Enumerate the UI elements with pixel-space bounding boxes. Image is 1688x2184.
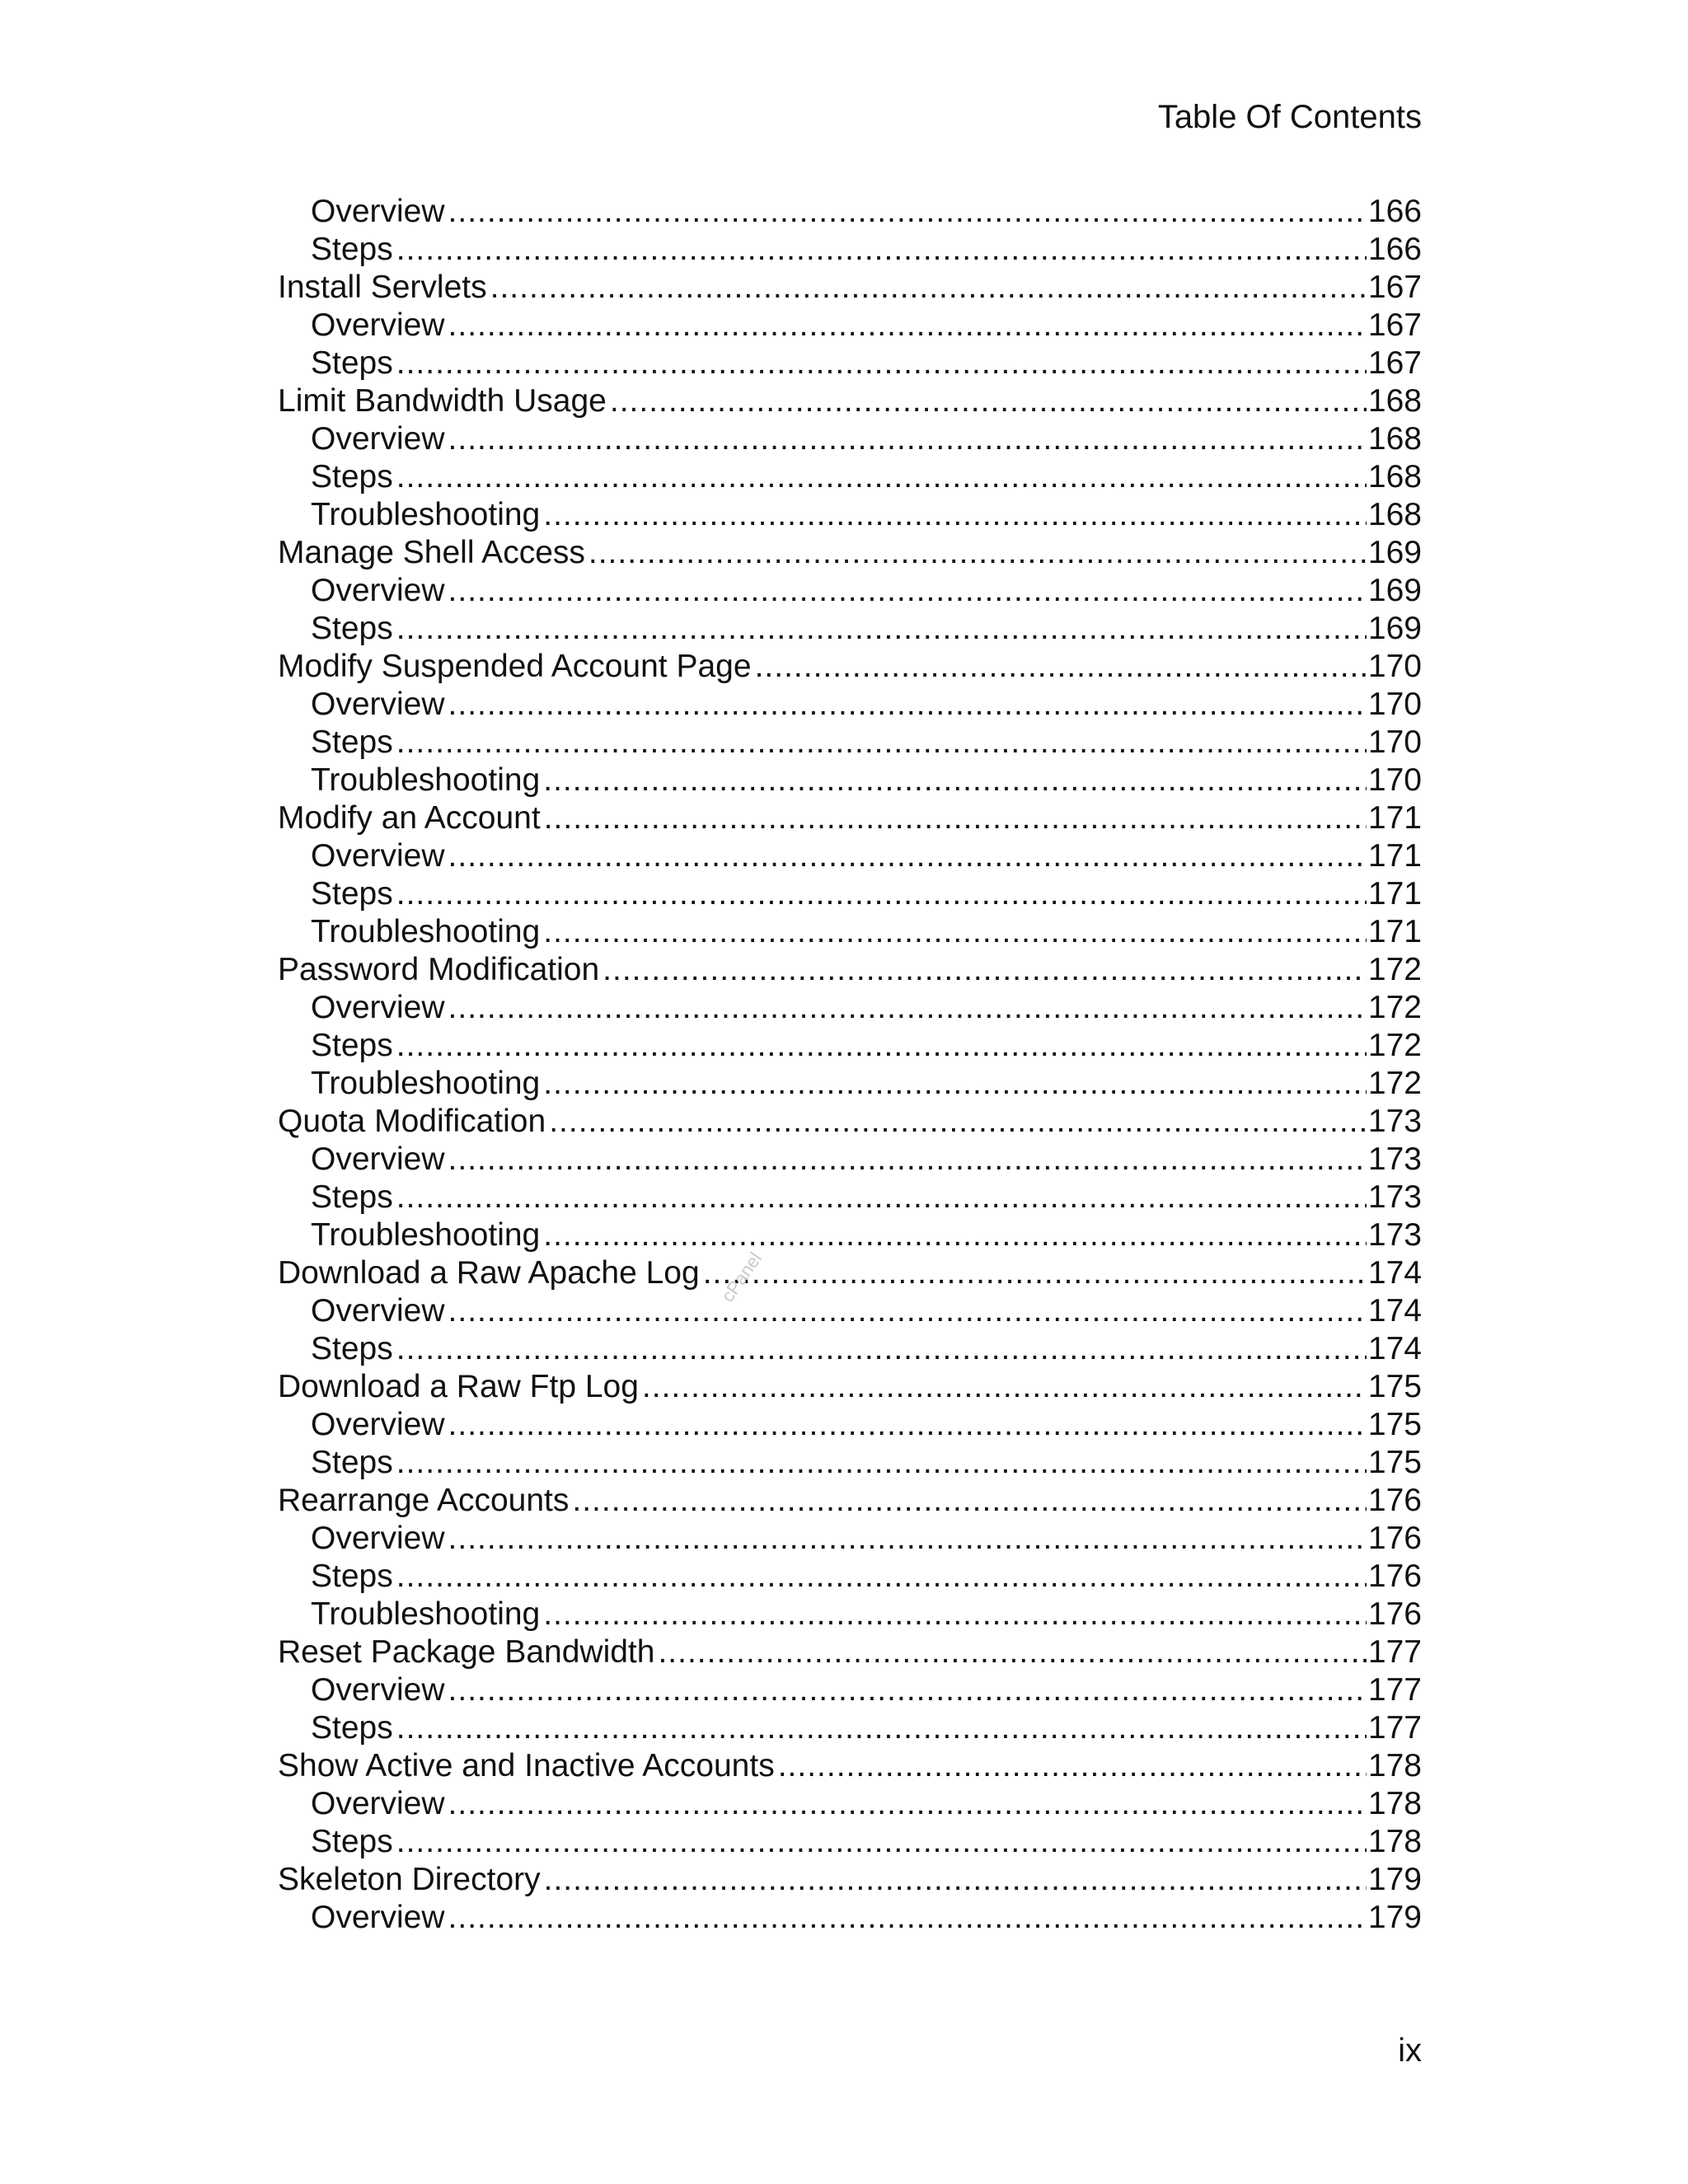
- toc-entry-label: Steps: [311, 1179, 393, 1215]
- toc-entry-label: Reset Package Bandwidth: [278, 1634, 655, 1670]
- toc-entry-label: Troubleshooting: [311, 1217, 541, 1253]
- toc-entry-page: 172: [1367, 952, 1422, 987]
- toc-entry[interactable]: [278, 1709, 1422, 1747]
- toc-entry-label: Overview: [311, 1521, 445, 1556]
- toc-entry-page: 177: [1367, 1634, 1422, 1670]
- toc-entry-page: 167: [1367, 345, 1422, 381]
- toc-entry-label: Overview: [311, 1672, 445, 1708]
- toc-entry-page: 170: [1367, 762, 1422, 798]
- toc-entry-label: Overview: [311, 1407, 445, 1442]
- toc-dot-leader: [448, 989, 1367, 1027]
- toc-entry-page: 179: [1367, 1900, 1422, 1935]
- toc-entry[interactable]: [278, 686, 1422, 724]
- toc-entry-label: Overview: [311, 687, 445, 722]
- toc-entry-label: Steps: [311, 876, 393, 912]
- toc-entry[interactable]: [278, 762, 1422, 799]
- toc-entry-label: Download a Raw Ftp Log: [278, 1369, 639, 1404]
- toc-entry[interactable]: [278, 1747, 1422, 1785]
- toc-entry[interactable]: [278, 344, 1422, 382]
- toc-entry[interactable]: [278, 1141, 1422, 1179]
- toc-entry-label: Install Servlets: [278, 269, 487, 305]
- toc-entry[interactable]: [278, 1633, 1422, 1671]
- toc-entry-page: 176: [1367, 1483, 1422, 1518]
- toc-entry-page: 176: [1367, 1558, 1422, 1594]
- toc-dot-leader: [642, 1368, 1367, 1406]
- toc-entry-label: Steps: [311, 1331, 393, 1366]
- toc-dot-leader: [543, 913, 1367, 951]
- toc-entry-label: Overview: [311, 307, 445, 343]
- toc-entry-label: Steps: [311, 232, 393, 267]
- toc-entry-page: 168: [1367, 497, 1422, 532]
- toc-entry-page: 171: [1367, 876, 1422, 912]
- toc-entry[interactable]: [278, 648, 1422, 686]
- toc-entry-page: 172: [1367, 1066, 1422, 1101]
- toc-entry-label: Troubleshooting: [311, 762, 541, 798]
- toc-entry[interactable]: [278, 572, 1422, 610]
- toc-entry-page: 172: [1367, 1028, 1422, 1063]
- toc-entry[interactable]: [278, 496, 1422, 534]
- toc-entry-label: Show Active and Inactive Accounts: [278, 1748, 775, 1783]
- toc-entry-label: Limit Bandwidth Usage: [278, 383, 607, 419]
- toc-entry-page: 171: [1367, 914, 1422, 949]
- toc-entry[interactable]: [278, 1406, 1422, 1444]
- toc-dot-leader: [448, 193, 1367, 231]
- toc-entry[interactable]: [278, 1368, 1422, 1406]
- toc-dot-leader: [396, 610, 1367, 648]
- toc-dot-leader: [610, 382, 1367, 420]
- toc-entry-page: 173: [1367, 1104, 1422, 1139]
- toc-entry-page: 177: [1367, 1672, 1422, 1708]
- toc-entry[interactable]: [278, 269, 1422, 307]
- toc-dot-leader: [396, 875, 1367, 913]
- toc-entry-label: Modify Suspended Account Page: [278, 649, 752, 684]
- toc-entry-label: Password Modification: [278, 952, 600, 987]
- toc-entry-label: Manage Shell Access: [278, 535, 585, 570]
- toc-entry[interactable]: [278, 1444, 1422, 1482]
- toc-entry-page: 176: [1367, 1596, 1422, 1632]
- toc-entry-page: 174: [1367, 1331, 1422, 1366]
- toc-entry-page: 172: [1367, 990, 1422, 1025]
- toc-entry[interactable]: [278, 1103, 1422, 1141]
- toc-entry-page: 175: [1367, 1369, 1422, 1404]
- toc-entry[interactable]: [278, 1254, 1422, 1292]
- toc-entry-label: Overview: [311, 194, 445, 229]
- toc-entry-page: 170: [1367, 724, 1422, 760]
- toc-entry-page: 178: [1367, 1748, 1422, 1783]
- watermark: cPanel: [717, 1248, 767, 1306]
- toc-entry-page: 171: [1367, 800, 1422, 836]
- toc-entry-page: 166: [1367, 194, 1422, 229]
- page-title: Table Of Contents: [1157, 99, 1422, 135]
- toc-entry-label: Overview: [311, 1293, 445, 1329]
- toc-entry[interactable]: [278, 307, 1422, 344]
- toc-dot-leader: [755, 648, 1367, 686]
- toc-entry-page: 167: [1367, 307, 1422, 343]
- toc-entry[interactable]: [278, 724, 1422, 762]
- toc-entry-page: 175: [1367, 1445, 1422, 1480]
- page-number: ix: [1398, 2032, 1422, 2069]
- toc-dot-leader: [396, 1709, 1367, 1747]
- toc-entry[interactable]: [278, 231, 1422, 269]
- toc-entry[interactable]: [278, 951, 1422, 989]
- toc-dot-leader: [396, 1027, 1367, 1065]
- toc-dot-leader: [543, 1065, 1367, 1103]
- toc-dot-leader: [549, 1103, 1367, 1141]
- toc-entry[interactable]: [278, 1216, 1422, 1254]
- toc-entry-page: 166: [1367, 232, 1422, 267]
- toc-dot-leader: [448, 837, 1367, 875]
- toc-dot-leader: [448, 686, 1367, 724]
- toc-entry-label: Modify an Account: [278, 800, 541, 836]
- toc-entry-page: 169: [1367, 573, 1422, 608]
- toc-entry-label: Steps: [311, 611, 393, 646]
- toc-dot-leader: [658, 1633, 1366, 1671]
- toc-entry-label: Steps: [311, 1028, 393, 1063]
- toc-dot-leader: [543, 1596, 1367, 1633]
- toc-dot-leader: [448, 572, 1367, 610]
- toc-dot-leader: [396, 231, 1367, 269]
- toc-entry[interactable]: [278, 1671, 1422, 1709]
- toc-dot-leader: [448, 307, 1367, 344]
- toc-entry[interactable]: [278, 382, 1422, 420]
- toc-dot-leader: [572, 1482, 1367, 1520]
- toc-entry-label: Download a Raw Apache Log: [278, 1255, 700, 1291]
- toc-dot-leader: [448, 1899, 1367, 1937]
- toc-dot-leader: [396, 1444, 1367, 1482]
- toc-dot-leader: [396, 458, 1367, 496]
- toc-entry-label: Steps: [311, 1445, 393, 1480]
- toc-dot-leader: [396, 1330, 1367, 1368]
- toc-entry-page: 173: [1367, 1179, 1422, 1215]
- toc-dot-leader: [490, 269, 1367, 307]
- toc-entry[interactable]: [278, 610, 1422, 648]
- toc-entry[interactable]: [278, 1596, 1422, 1633]
- toc-dot-leader: [396, 1558, 1367, 1596]
- toc-entry[interactable]: [278, 875, 1422, 913]
- toc-dot-leader: [396, 724, 1367, 762]
- table-of-contents: [278, 193, 1422, 1937]
- toc-dot-leader: [543, 762, 1367, 799]
- toc-dot-leader: [448, 1520, 1367, 1558]
- toc-entry[interactable]: [278, 534, 1422, 572]
- toc-entry-label: Overview: [311, 421, 445, 457]
- toc-entry[interactable]: [278, 1292, 1422, 1330]
- toc-entry-label: Steps: [311, 1824, 393, 1859]
- toc-dot-leader: [448, 1785, 1367, 1823]
- toc-entry-label: Steps: [311, 459, 393, 494]
- toc-entry-label: Quota Modification: [278, 1104, 546, 1139]
- toc-entry[interactable]: [278, 1330, 1422, 1368]
- toc-entry-label: Steps: [311, 1558, 393, 1594]
- toc-entry[interactable]: [278, 1899, 1422, 1937]
- toc-dot-leader: [396, 344, 1367, 382]
- toc-dot-leader: [543, 1216, 1367, 1254]
- toc-entry-page: 175: [1367, 1407, 1422, 1442]
- toc-entry-label: Steps: [311, 345, 393, 381]
- toc-entry-label: Overview: [311, 990, 445, 1025]
- toc-entry-label: Skeleton Directory: [278, 1862, 541, 1897]
- toc-entry[interactable]: [278, 1861, 1422, 1899]
- toc-entry[interactable]: [278, 1027, 1422, 1065]
- toc-entry-label: Overview: [311, 838, 445, 874]
- toc-entry-label: Overview: [311, 1786, 445, 1821]
- toc-entry[interactable]: [278, 837, 1422, 875]
- toc-dot-leader: [396, 1179, 1367, 1216]
- toc-entry[interactable]: [278, 989, 1422, 1027]
- toc-entry[interactable]: [278, 1065, 1422, 1103]
- toc-entry-page: 170: [1367, 687, 1422, 722]
- toc-entry-label: Overview: [311, 573, 445, 608]
- toc-dot-leader: [396, 1823, 1367, 1861]
- toc-dot-leader: [603, 951, 1367, 989]
- toc-entry-label: Rearrange Accounts: [278, 1483, 570, 1518]
- toc-dot-leader: [544, 799, 1367, 837]
- toc-entry-label: Troubleshooting: [311, 497, 541, 532]
- toc-entry-page: 178: [1367, 1824, 1422, 1859]
- toc-dot-leader: [544, 1861, 1367, 1899]
- toc-entry-page: 178: [1367, 1786, 1422, 1821]
- toc-dot-leader: [448, 1406, 1367, 1444]
- toc-entry[interactable]: [278, 1558, 1422, 1596]
- toc-entry-page: 167: [1367, 269, 1422, 305]
- toc-dot-leader: [448, 1292, 1367, 1330]
- toc-entry-page: 179: [1367, 1862, 1422, 1897]
- toc-entry[interactable]: [278, 193, 1422, 231]
- toc-entry-page: 173: [1367, 1217, 1422, 1253]
- toc-dot-leader: [448, 1141, 1367, 1179]
- toc-entry-page: 170: [1367, 649, 1422, 684]
- toc-entry[interactable]: [278, 1482, 1422, 1520]
- toc-entry-page: 174: [1367, 1255, 1422, 1291]
- toc-entry[interactable]: [278, 1785, 1422, 1823]
- toc-entry[interactable]: [278, 1823, 1422, 1861]
- toc-entry-page: 168: [1367, 421, 1422, 457]
- toc-entry-page: 176: [1367, 1521, 1422, 1556]
- toc-entry-label: Troubleshooting: [311, 914, 541, 949]
- toc-entry-label: Steps: [311, 1710, 393, 1746]
- toc-entry-page: 174: [1367, 1293, 1422, 1329]
- toc-entry-label: Troubleshooting: [311, 1066, 541, 1101]
- toc-entry-label: Troubleshooting: [311, 1596, 541, 1632]
- toc-entry[interactable]: [278, 1179, 1422, 1216]
- toc-entry[interactable]: [278, 913, 1422, 951]
- toc-entry-label: Steps: [311, 724, 393, 760]
- toc-entry[interactable]: [278, 458, 1422, 496]
- toc-entry[interactable]: [278, 420, 1422, 458]
- toc-entry-page: 168: [1367, 383, 1422, 419]
- toc-dot-leader: [543, 496, 1367, 534]
- toc-entry[interactable]: [278, 799, 1422, 837]
- toc-entry-page: 168: [1367, 459, 1422, 494]
- toc-dot-leader: [448, 420, 1367, 458]
- toc-entry-page: 169: [1367, 535, 1422, 570]
- toc-entry-page: 173: [1367, 1141, 1422, 1177]
- toc-dot-leader: [448, 1671, 1367, 1709]
- toc-entry-label: Overview: [311, 1900, 445, 1935]
- toc-entry-page: 169: [1367, 611, 1422, 646]
- toc-dot-leader: [703, 1254, 1367, 1292]
- toc-entry-page: 177: [1367, 1710, 1422, 1746]
- toc-entry[interactable]: [278, 1520, 1422, 1558]
- toc-dot-leader: [778, 1747, 1367, 1785]
- toc-dot-leader: [588, 534, 1367, 572]
- toc-entry-label: Overview: [311, 1141, 445, 1177]
- toc-entry-page: 171: [1367, 838, 1422, 874]
